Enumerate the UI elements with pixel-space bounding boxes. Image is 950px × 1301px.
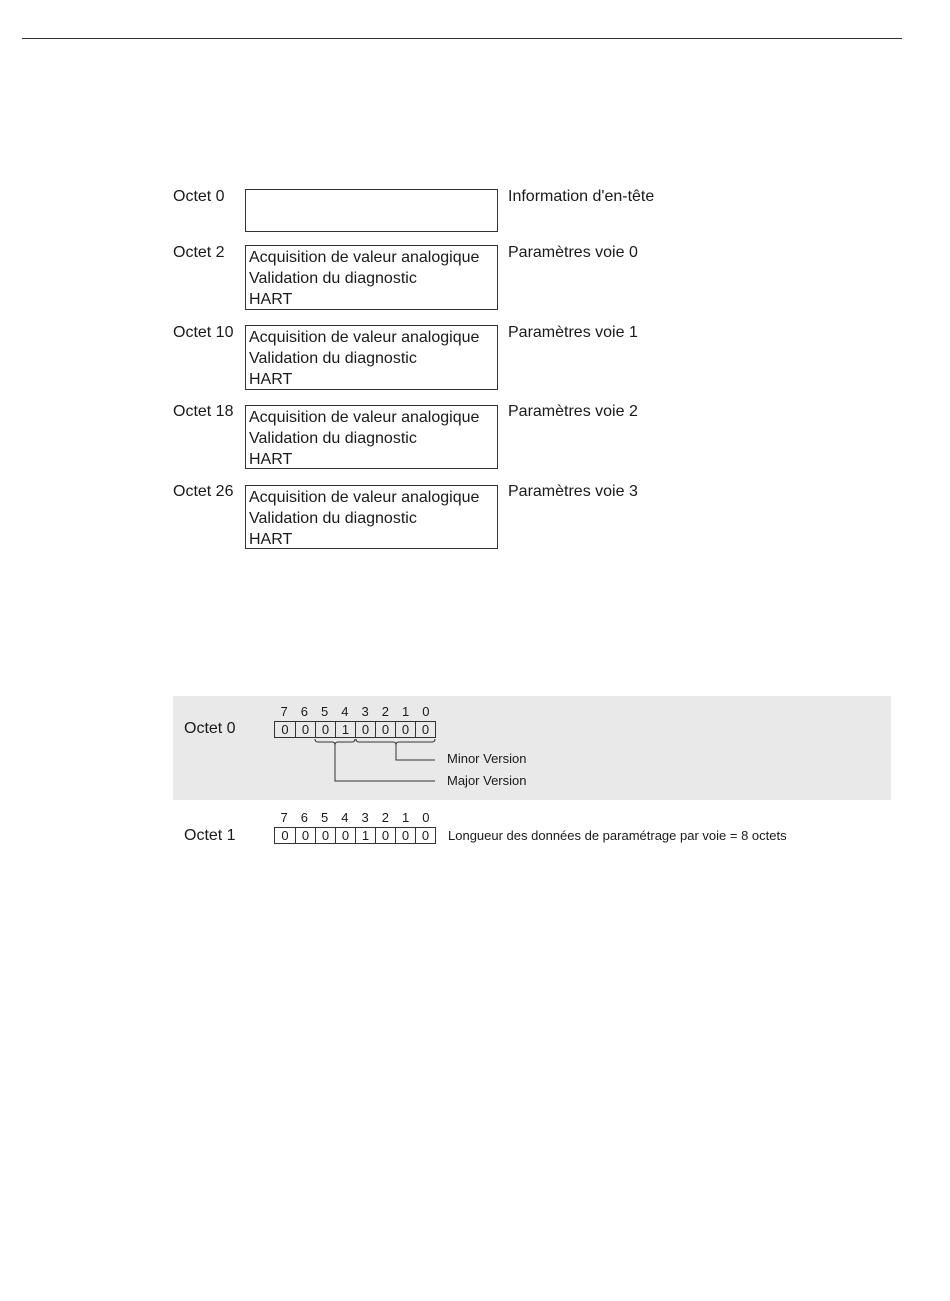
bit-value: 1 <box>355 828 375 843</box>
bit-number: 2 <box>381 810 389 825</box>
bit-value: 0 <box>335 828 355 843</box>
bit-number: 6 <box>300 810 308 825</box>
box-line: HART <box>249 371 293 388</box>
bit-number-row <box>274 811 436 825</box>
bit-number: 1 <box>402 810 410 825</box>
box-line: Acquisition de valeur analogique <box>249 329 480 346</box>
minor-version-label: Minor Version <box>447 751 527 766</box>
box-line: Acquisition de valeur analogique <box>249 489 480 506</box>
bit-number: 7 <box>280 704 288 719</box>
byte-label: Octet 1 <box>184 827 236 844</box>
box-line: Acquisition de valeur analogique <box>249 409 480 426</box>
row-description: Paramètres voie 3 <box>508 483 638 500</box>
minor-bracket <box>356 739 435 745</box>
bit-value: 0 <box>395 722 415 737</box>
major-version-label: Major Version <box>447 773 527 788</box>
bit-value: 0 <box>281 722 289 737</box>
bit-number: 5 <box>321 810 329 825</box>
box-line: HART <box>249 451 293 468</box>
bit-value: 0 <box>375 722 395 737</box>
bit-number: 4 <box>341 810 349 825</box>
bit-value: 0 <box>315 722 335 737</box>
byte-label: Octet 0 <box>184 720 236 737</box>
bit-value: 0 <box>355 722 375 737</box>
box-line: HART <box>249 531 293 548</box>
box-line: Validation du diagnostic <box>249 430 417 447</box>
octet-label: Octet 10 <box>173 324 234 341</box>
bit-number: 1 <box>402 704 410 719</box>
octet-label: Octet 18 <box>173 403 234 420</box>
box-line: HART <box>249 291 293 308</box>
bit-number: 3 <box>361 704 369 719</box>
octet-label: Octet 0 <box>173 188 225 205</box>
bit-number: 4 <box>341 704 349 719</box>
param-length-note: Longueur des données de paramétrage par voie = 8 octets <box>448 828 787 843</box>
bit-value: 0 <box>375 828 395 843</box>
bit-value: 0 <box>315 828 335 843</box>
major-leader <box>335 745 435 781</box>
bit-number: 3 <box>361 810 369 825</box>
bit-number: 0 <box>422 810 430 825</box>
bit-number: 7 <box>280 810 288 825</box>
bit-value: 0 <box>295 828 315 843</box>
octet-label: Octet 2 <box>173 244 225 261</box>
bit-value: 0 <box>415 828 435 843</box>
bit-value: 0 <box>395 828 415 843</box>
row-description: Information d'en-tête <box>508 188 655 205</box>
bit-value: 0 <box>415 722 435 737</box>
bit-value: 0 <box>295 722 315 737</box>
bit-number: 0 <box>422 704 430 719</box>
minor-leader <box>396 745 435 760</box>
bit-number: 2 <box>381 704 389 719</box>
box-line: Validation du diagnostic <box>249 270 417 287</box>
bit-value: 1 <box>335 722 355 737</box>
row-description: Paramètres voie 2 <box>508 403 638 420</box>
row-description: Paramètres voie 1 <box>508 324 638 341</box>
bit-number: 5 <box>321 704 329 719</box>
bit-value-row <box>274 827 436 844</box>
box-line: Validation du diagnostic <box>249 510 417 527</box>
bit-number: 6 <box>300 704 308 719</box>
octet-label: Octet 26 <box>173 483 234 500</box>
box-line: Acquisition de valeur analogique <box>249 249 480 266</box>
bit-value: 0 <box>281 828 289 843</box>
box-line: Validation du diagnostic <box>249 350 417 367</box>
row-description: Paramètres voie 0 <box>508 244 638 261</box>
major-bracket <box>315 739 355 745</box>
